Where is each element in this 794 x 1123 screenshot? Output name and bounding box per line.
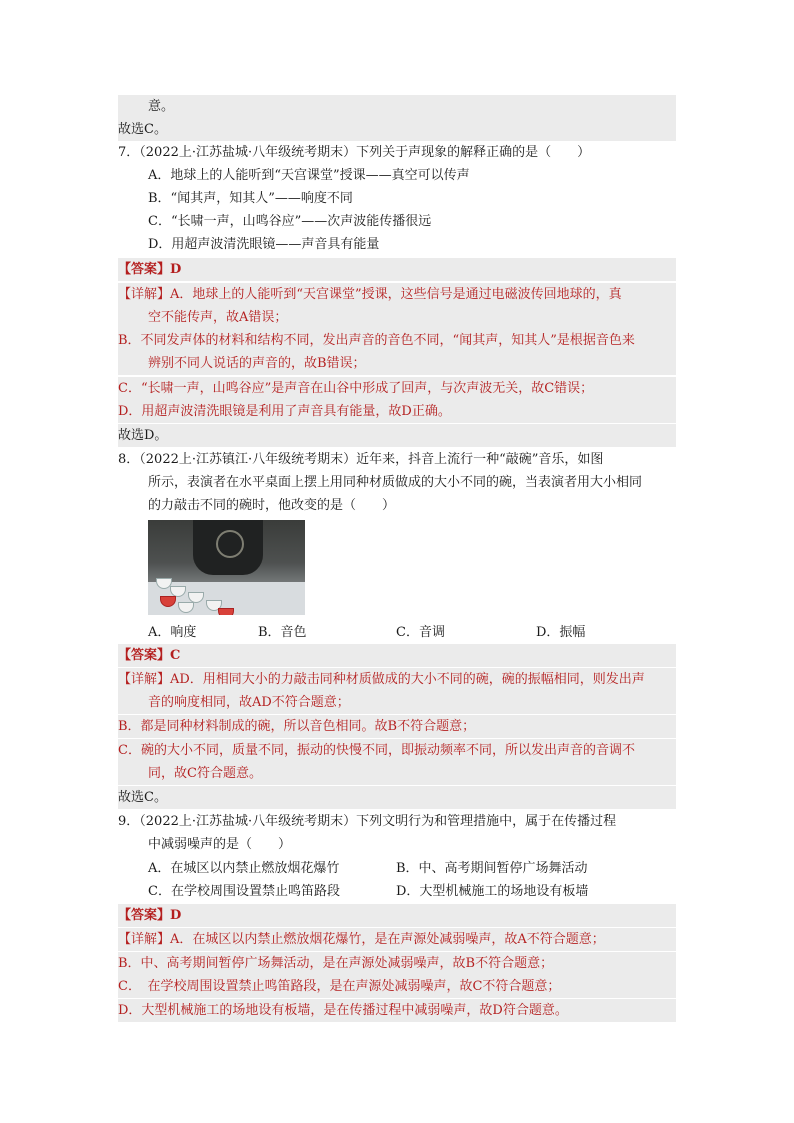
option-a: A．地球上的人能听到“天宫课堂”授课——真空可以传声 <box>148 168 470 183</box>
explanation-line: 同，故C符合题意。 <box>118 762 676 785</box>
explanation-line: 空不能传声，故A错误； <box>118 306 676 329</box>
explanation-line: 【详解】A．地球上的人能听到“天宫课堂”授课，这些信号是通过电磁波传回地球的，真 <box>118 283 676 306</box>
question-8: 的力敲击不同的碗时，他改变的是（ ） <box>148 498 396 513</box>
explanation-line: D．用超声波清洗眼镜是利用了声音具有能量，故D正确。 <box>118 400 676 423</box>
answer-line: 【答案】D <box>118 258 676 281</box>
option-c: C．“长啸一声，山鸣谷应”——次声波能传播很远 <box>148 214 432 229</box>
explanation-line: B．都是同种材料制成的碗，所以音色相同。故B不符合题意； <box>118 715 676 738</box>
question-9: 中减弱噪声的是（ ） <box>148 837 292 852</box>
conclusion-line: 故选C。 <box>118 786 676 809</box>
option-a: A．响度 <box>148 625 197 640</box>
explanation-line: 辨别不同人说话的声音的，故B错误； <box>118 352 676 375</box>
explanation-line: C．“长啸一声，山鸣谷应”是声音在山谷中形成了回声，与次声波无关，故C错误； <box>118 377 676 400</box>
text-line: 意。 <box>118 95 676 118</box>
question-7: 7．（2022上·江苏盐城·八年级统考期末）下列关于声现象的解释正确的是（ ） <box>118 145 591 160</box>
question-8: 8．（2022上·江苏镇江·八年级统考期末）近年来，抖音上流行一种“敲碗”音乐，如图 <box>118 452 604 467</box>
explanation-line: 音的响度相同，故AD不符合题意； <box>118 691 676 714</box>
explanation-line: 【详解】AD．用相同大小的力敲击同种材质做成的大小不同的碗，碗的振幅相同，则发出声 <box>118 668 676 691</box>
option-b: B．音色 <box>258 625 307 640</box>
option-b: B．中、高考期间暂停广场舞活动 <box>396 861 588 876</box>
option-a: A．在城区以内禁止燃放烟花爆竹 <box>148 861 340 876</box>
question-9: 9．（2022上·江苏盐城·八年级统考期末）下列文明行为和管理措施中，属于在传播过程 <box>118 814 617 829</box>
explanation-line: 【详解】A．在城区以内禁止燃放烟花爆竹，是在声源处减弱噪声，故A不符合题意； <box>118 928 676 951</box>
text-line: 故选C。 <box>118 118 676 141</box>
option-d: D．用超声波清洗眼镜——声音具有能量 <box>148 237 380 252</box>
explanation-line: C．碗的大小不同，质量不同，振动的快慢不同，即振动频率不同，所以发出声音的音调不 <box>118 739 676 762</box>
option-c: C．音调 <box>396 625 445 640</box>
explanation-line: C． 在学校周围设置禁止鸣笛路段，是在声源处减弱噪声，故C不符合题意； <box>118 975 676 998</box>
explanation-line: B．中、高考期间暂停广场舞活动，是在声源处减弱噪声，故B不符合题意； <box>118 952 676 975</box>
options-row <box>148 621 648 644</box>
explanation-line: D．大型机械施工的场地设有板墙，是在传播过程中减弱噪声，故D符合题意。 <box>118 999 676 1022</box>
options-row <box>148 857 648 880</box>
option-d: D．振幅 <box>536 625 586 640</box>
conclusion-line: 故选D。 <box>118 424 676 447</box>
explanation-line: B．不同发声体的材料和结构不同，发出声音的音色不同，“闻其声，知其人”是根据音色来 <box>118 329 676 352</box>
answer-line: 【答案】C <box>118 644 676 667</box>
option-c: C．在学校周围设置禁止鸣笛路段 <box>148 884 340 899</box>
question-8: 所示，表演者在水平桌面上摆上用同种材质做成的大小不同的碗，当表演者用大小相同 <box>148 475 643 490</box>
answer-line: 【答案】D <box>118 904 676 927</box>
bowl-music-photo <box>148 520 305 615</box>
option-d: D．大型机械施工的场地设有板墙 <box>396 884 589 899</box>
options-row <box>148 880 648 903</box>
option-b: B．“闻其声，知其人”——响度不同 <box>148 191 353 206</box>
